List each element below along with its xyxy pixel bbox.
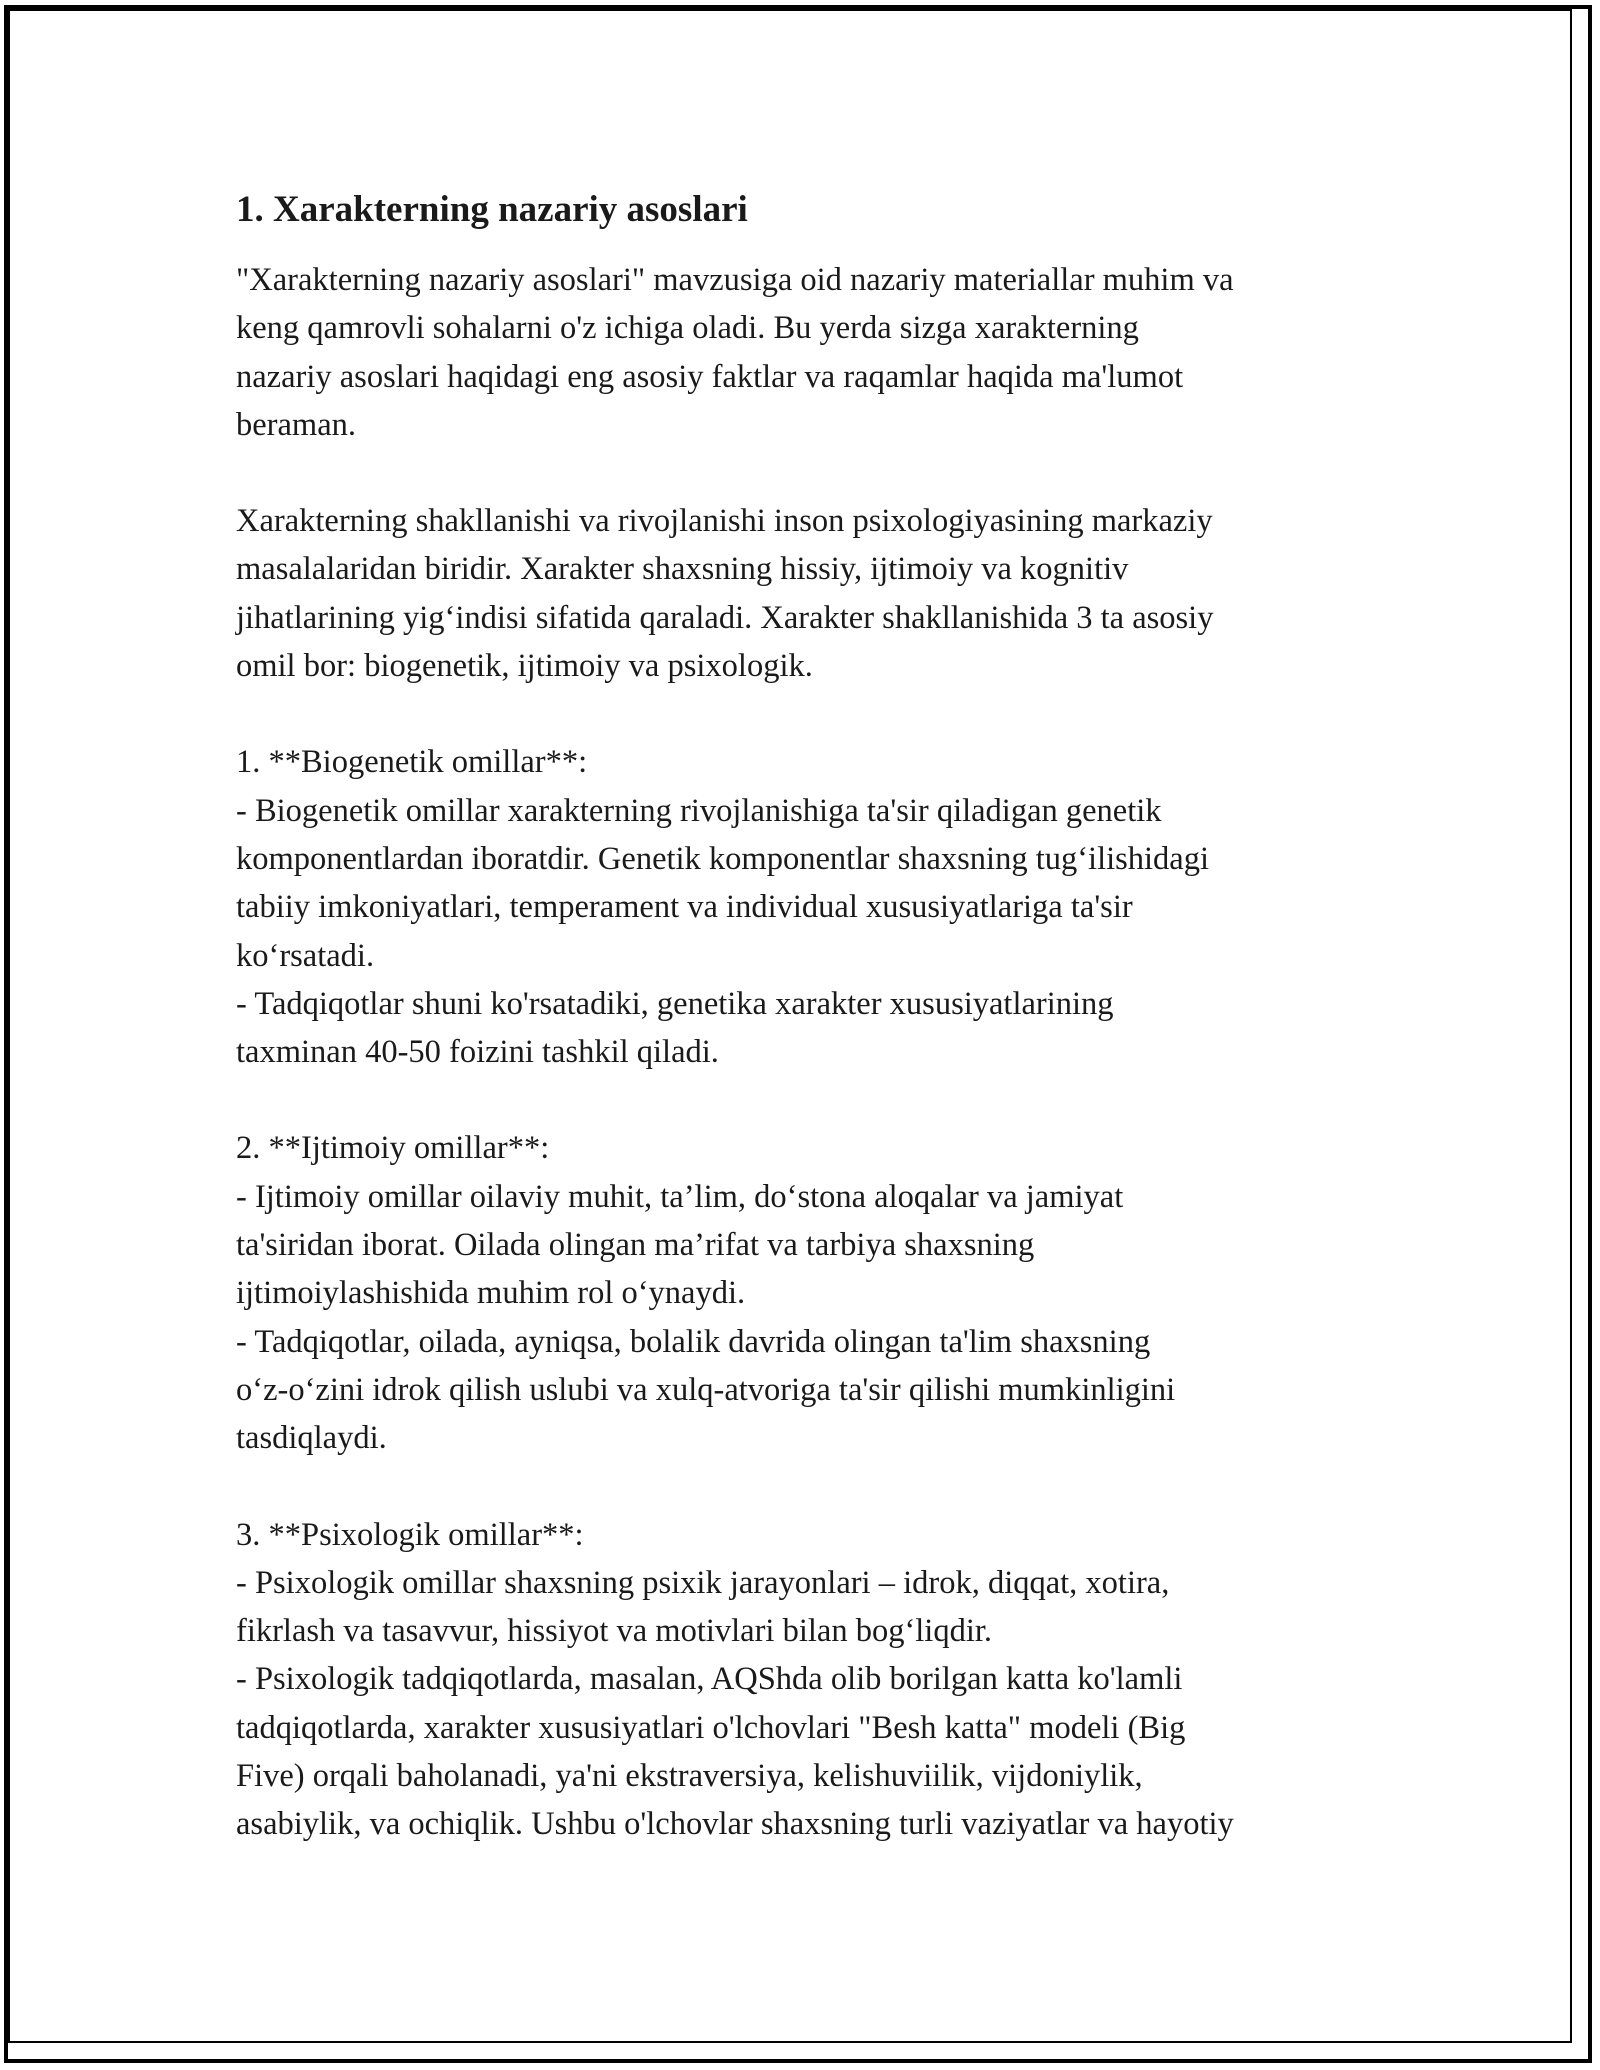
overview-paragraph: Xarakterning shakllanishi va rivojlanishi inson psixologiyasining markaziy masalalaridan biridir. Xarakter shaxsning hissiy, ijtimoiy va kognitiv jihatlarining yig‘indisi sifatida qaraladi. Xarakter shakllanishida 3 ta asosiy omil bor: biogenetik, ijtimoiy va psixologik.	[236, 503, 1214, 685]
document-body	[236, 186, 1366, 1849]
social-factors-paragraph: 2. **Ijtimoiy omillar**: - Ijtimoiy omillar oilaviy muhit, ta’lim, do‘stona aloqalar va jamiyat ta'siridan iborat. Oilada olingan ma’rifat va tarbiya shaxsning ijtimoiylashishida muhim rol o‘ynaydi. - Tadqiqotlar, oilada, ayniqsa, bolalik davrida olingan ta'lim shaxsning o‘z-o‘zini idrok qilish uslubi va xulq-atvoriga ta'sir qilishi mumkinligini tasdiqlaydi.	[236, 1130, 1176, 1457]
section-heading: 1. Xarakterning nazariy asoslari	[236, 189, 748, 230]
psychological-factors-paragraph: 3. **Psixologik omillar**: - Psixologik omillar shaxsning psixik jarayonlari – idrok, diqqat, xotira, fikrlash va tasavvur, hissiyot va motivlari bilan bog‘liqdir. - Psixologik tadqiqotlarda, masalan, AQShda olib borilgan katta ko'lamli tadqiqotlarda, xarakter xususiyatlari o'lchovlari "Besh katta" modeli (Big Five) orqali baholanadi, ya'ni ekstraversiya, kelishuviilik, vijdoniylik, asabiylik, va ochiqlik. Ushbu o'lchovlar shaxsning turli vaziyatlar va hayotiy	[236, 1516, 1234, 1843]
intro-paragraph: "Xarakterning nazariy asoslari" mavzusiga oid nazariy materiallar muhim va keng qamrovli sohalarni o'z ichiga oladi. Bu yerda sizga xarakterning nazariy asoslari haqidagi eng asosiy faktlar va raqamlar haqida ma'lumot beraman.	[236, 262, 1234, 443]
biogenetic-factors-paragraph: 1. **Biogenetik omillar**: - Biogenetik omillar xarakterning rivojlanishiga ta'sir qiladigan genetik komponentlardan iboratdir. Genetik komponentlar shaxsning tug‘ilishidagi tabiiy imkoniyatlari, temperament va individual xususiyatlariga ta'sir ko‘rsatadi. - Tadqiqotlar shuni ko'rsatadiki, genetika xarakter xususiyatlarining taxminan 40-50 foizini tashkil qiladi.	[236, 744, 1210, 1071]
